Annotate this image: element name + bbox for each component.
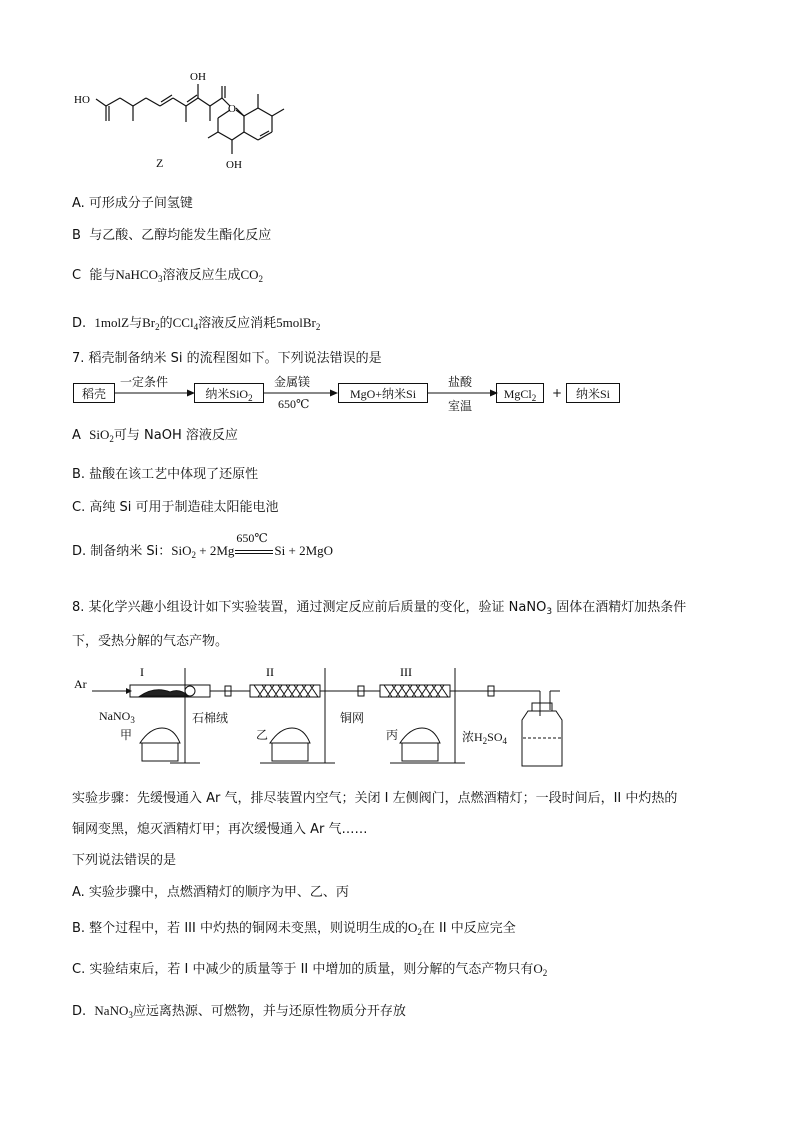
q6-option-a: A. 可形成分子间氢键 — [72, 196, 193, 211]
conc-h2so4-label: 浓$H_2SO_4$ — [462, 730, 508, 746]
flow-arrow-2-top: 金属镁 — [274, 375, 311, 389]
flow-box-mgo-si: MgO+纳米Si — [338, 383, 428, 403]
burner-yi-label: 乙 — [256, 728, 269, 742]
q7-option-c: C. 高纯 Si 可用于制造硅太阳能电池 — [72, 500, 279, 515]
q8-option-c: C. 实验结束后，若 I 中减少的质量等于 II 中增加的质量，则分解的气态产物只有$O_2$ — [72, 961, 548, 978]
tube-ii-label: II — [266, 665, 274, 679]
tube-i-label: I — [140, 665, 144, 679]
z-ho-label: HO — [74, 94, 90, 106]
burner-jia-label: 甲 — [120, 728, 133, 742]
z-oh-bottom-label: OH — [226, 159, 242, 171]
q7-option-d: D. 制备纳米 Si：SiO$_2$ + 2Mg 650℃ Si + 2MgO — [72, 531, 334, 560]
q8-option-b: B. 整个过程中，若 III 中灼热的铜网未变黑，则说明生成的$O_2$在 II 中反应完全 — [72, 920, 516, 937]
nano3-label: NaNO$_3$ — [99, 709, 135, 725]
molecule-z-structure — [68, 66, 298, 176]
q8-option-d: D. NaNO$_3$应远离热源、可燃物，并与还原性物质分开存放 — [72, 1003, 406, 1020]
tube-iii-label: III — [400, 665, 412, 679]
flow-arrow-2-bottom: 650℃ — [278, 397, 310, 411]
q7-option-b: B. 盐酸在该工艺中体现了还原性 — [72, 467, 259, 482]
flow-box-nano-si: 纳米Si — [566, 383, 620, 403]
q8-apparatus-diagram — [70, 658, 570, 778]
z-ester-o-label: O — [228, 103, 236, 115]
q6-option-d: D. 1molZ与$Br_2$的CCl$_4$溶液反应消耗5molBr$_2$ — [72, 315, 321, 332]
flow-box-nano-sio2: 纳米SiO$_2$ — [194, 383, 264, 403]
flow-box-mgcl2: MgCl$_2$ — [496, 383, 544, 403]
z-oh-top-label: OH — [190, 71, 206, 83]
flow-arrow-3-top: 盐酸 — [448, 375, 473, 389]
q6-option-b: B 与乙酸、乙醇均能发生酯化反应 — [72, 228, 272, 243]
q8-stem-line1: 8. 某化学兴趣小组设计如下实验装置，通过测定反应前后质量的变化，验证 NaNO$_3$ 固体在酒精灯加热条件 — [72, 600, 687, 617]
q8-ask: 下列说法错误的是 — [72, 853, 177, 868]
q7-stem: 7. 稻壳制备纳米 Si 的流程图如下。下列说法错误的是 — [72, 351, 382, 366]
flow-arrow-1-label: 一定条件 — [120, 375, 169, 389]
q8-option-a: A. 实验步骤中，点燃酒精灯的顺序为甲、乙、丙 — [72, 885, 349, 900]
molecule-z-label: Z — [156, 156, 164, 170]
q8-steps-line1: 实验步骤：先缓慢通入 Ar 气，排尽装置内空气；关闭 I 左侧阀门，点燃酒精灯；一段时间后，II 中灼热的 — [72, 791, 678, 806]
burner-bing-label: 丙 — [386, 728, 399, 742]
q7-option-a: A SiO$_2$可与 NaOH 溶液反应 — [72, 427, 238, 444]
flow-box-rice-husk: 稻壳 — [73, 383, 115, 403]
flow-arrow-3-bottom: 室温 — [448, 399, 473, 413]
ar-label: Ar — [74, 677, 87, 691]
q8-stem-line2: 下，受热分解的气态产物。 — [72, 634, 229, 649]
q8-steps-line2: 铜网变黑，熄灭酒精灯甲；再次缓慢通入 Ar 气…… — [72, 822, 368, 837]
copper-mesh-label: 铜网 — [340, 711, 365, 725]
flow-plus: + — [552, 386, 563, 400]
asbestos-label: 石棉绒 — [192, 711, 229, 725]
q6-option-c: C 能与NaHCO$_3$溶液反应生成$CO_2$ — [72, 267, 264, 284]
